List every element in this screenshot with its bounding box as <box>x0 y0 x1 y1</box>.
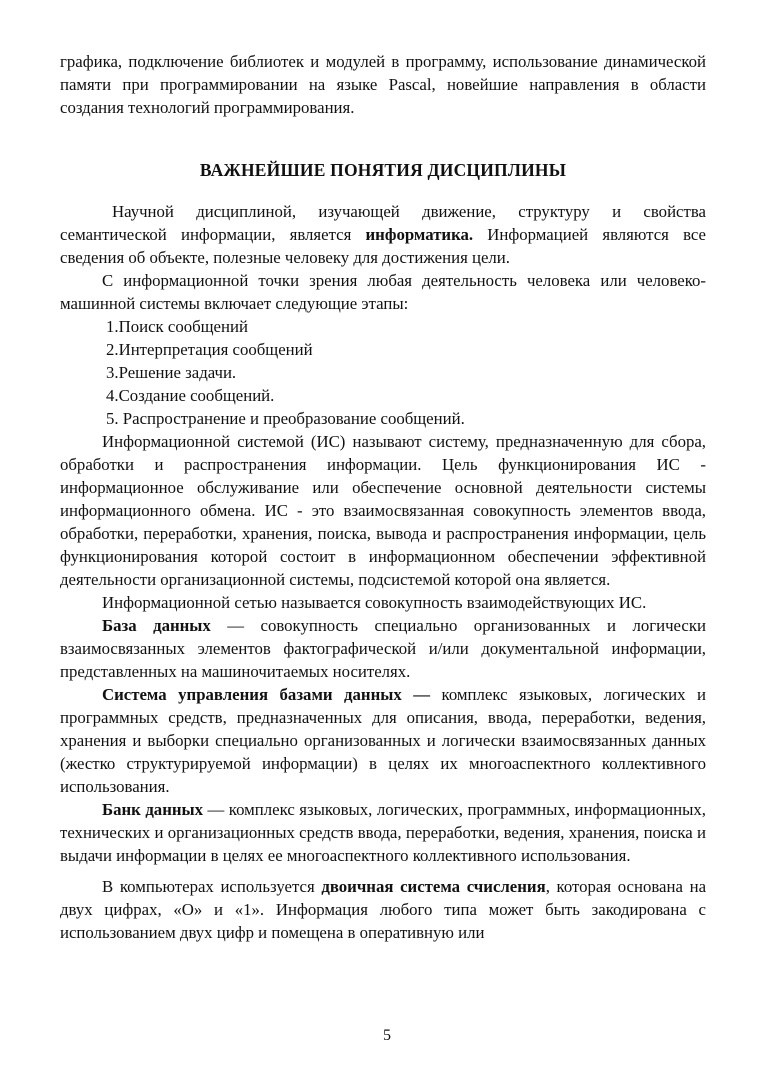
paragraph-informatics <box>60 200 706 269</box>
stages-list <box>60 315 706 430</box>
list-item: 2.Интерпретация сообщений <box>106 340 313 359</box>
page-number: 5 <box>383 1027 391 1044</box>
list-item: 4.Создание сообщений. <box>106 386 275 405</box>
term-binary-system: двоичная система счисления <box>321 877 546 896</box>
term-data-bank: Банк данных <box>102 800 204 819</box>
list-item: 3.Решение задачи. <box>106 363 237 382</box>
paragraph-binary-system <box>60 875 706 944</box>
term-dbms: Система управления базами данных — <box>102 685 431 704</box>
paragraph-binary-text-2: , которая основана на двух цифрах, «О» и «1». Информация любого типа может быть закодирована с использованием двух цифр и помещена в оперативную или <box>60 877 707 942</box>
paragraph-information-network: Информационной сетью называется совокупность взаимодействующих ИС. <box>102 593 647 612</box>
term-database: База данных <box>102 616 211 635</box>
page-body <box>60 50 706 944</box>
paragraph-stages-intro: С информационной точки зрения любая деятельность человека или человеко-машинной системы включает следующие этапы: <box>60 271 706 313</box>
paragraph-information-system: Информационной системой (ИС) называют систему, предназначенную для сбора, обработки и распространения информации. Цель функционирования ИС - информационное обслуживание или обеспечение основной деятельности системы информационного обмена. ИС - это взаимосвязанная совокупность элементов ввода, обработки, переработки, хранения, поиска, вывода и распространения информации, цель функционирования которой состоит в информационном обеспечении эффективной деятельности организационной системы, подсистемой которой она является. <box>60 432 706 589</box>
intro-paragraph: графика, подключение библиотек и модулей в программу, использование динамической памяти при программировании на языке Pascal, новейшие направления в области создания технологий программирования. <box>60 52 706 117</box>
paragraph-binary-text-1: В компьютерах используется <box>102 877 322 896</box>
paragraph-data-bank-text: — комплекс языковых, логических, программных, информационных, технических и организационных средств ввода, переработки, ведения, хранения, поиска и выдачи информации в целях ее многоаспектного коллективного использования. <box>60 800 706 865</box>
section-heading: ВАЖНЕЙШИЕ ПОНЯТИЯ ДИСЦИПЛИНЫ <box>199 160 567 180</box>
paragraph-dbms <box>60 683 706 798</box>
paragraph-database <box>60 614 706 683</box>
paragraph-data-bank <box>60 798 706 867</box>
paragraph-informatics-text-1: Научной дисциплиной, изучающей движение, структуру и свойства семантической информации, является <box>60 202 706 244</box>
paragraph-dbms-text: комплекс языковых, логических и программных средств, предназначенных для описания, ввода, переработки, ведения, хранения и выборки специально организованных и логически взаимосвязанных данных (жестко структурируемой информации) в целях их многоаспектного коллективного использования. <box>60 685 707 796</box>
paragraph-database-text: — совокупность специально организованных и логически взаимосвязанных элементов фактографической и/или документальной информации, представленных на машиночитаемых носителях. <box>60 616 706 681</box>
term-informatics: информатика. <box>365 225 474 244</box>
list-item: 1.Поиск сообщений <box>106 317 248 336</box>
list-item: 5. Распространение и преобразование сообщений. <box>106 409 465 428</box>
paragraph-informatics-text-2: Информацией являются все сведения об объекте, полезные человеку для достижения цели. <box>60 225 707 267</box>
